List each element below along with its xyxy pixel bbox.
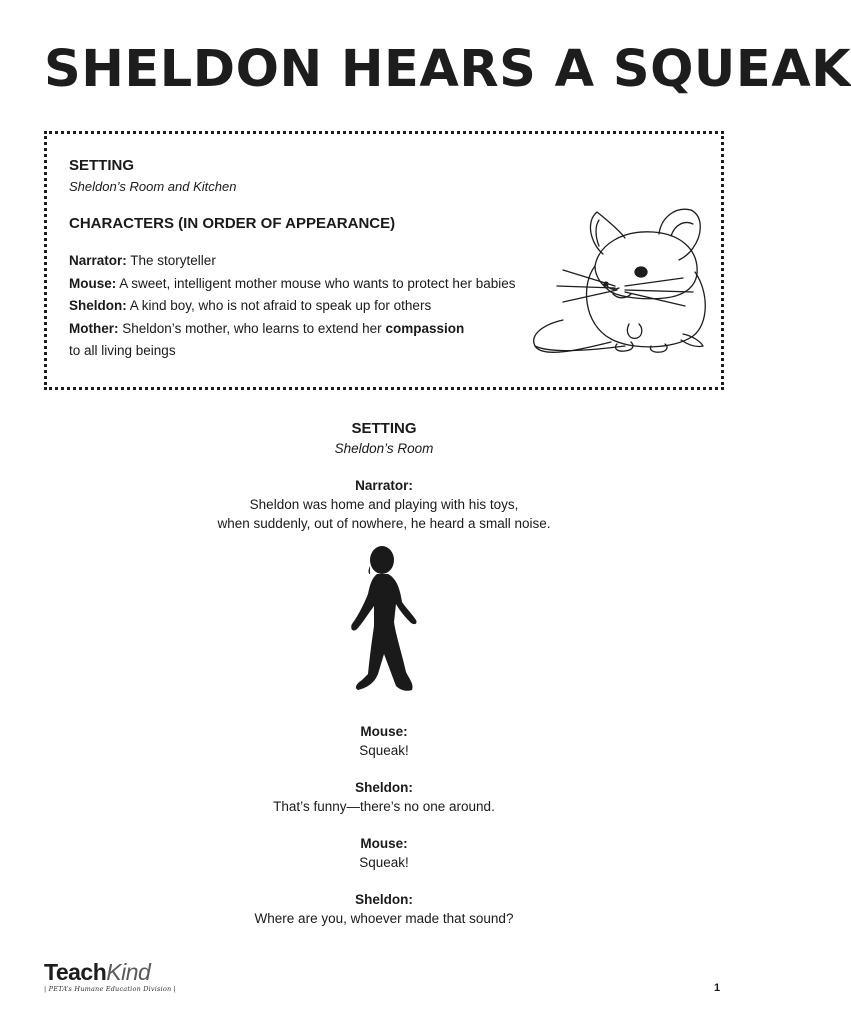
page-number: 1 bbox=[714, 982, 721, 994]
character-description: A sweet, intelligent mother mouse who wants to protect her babies bbox=[119, 275, 516, 291]
boy-silhouette bbox=[344, 544, 424, 696]
speaker-label: Sheldon: bbox=[355, 780, 413, 795]
character-item-continued: to all living beings bbox=[69, 343, 176, 358]
character-description: Sheldon’s mother, who learns to extend her bbox=[122, 320, 382, 336]
dialogue-block bbox=[0, 722, 768, 760]
logo-wordmark bbox=[44, 958, 176, 986]
logo-kind: Kind bbox=[106, 959, 151, 985]
speaker-label: Mouse: bbox=[360, 836, 408, 851]
dialogue-block bbox=[0, 834, 768, 872]
character-item bbox=[69, 295, 569, 318]
page-title: SHELDON HEARS A SQUEAK bbox=[44, 40, 851, 99]
character-item bbox=[69, 250, 569, 273]
character-name: Mouse: bbox=[69, 275, 117, 291]
logo-tagline: | PETA’s Humane Education Division | bbox=[44, 985, 177, 993]
narration-line: Sheldon was home and playing with his toys, bbox=[249, 497, 519, 512]
intro-box bbox=[44, 131, 724, 390]
mouse-illustration bbox=[533, 174, 713, 359]
scene-setting-text: Sheldon’s Room bbox=[334, 441, 434, 456]
scene-section bbox=[0, 418, 768, 533]
speaker-label: Mouse: bbox=[360, 724, 408, 739]
character-name: Mother: bbox=[69, 320, 119, 336]
setting-heading: SETTING bbox=[69, 157, 135, 174]
scene-setting-heading: SETTING bbox=[351, 420, 417, 437]
character-item bbox=[69, 318, 569, 341]
dialogue-block bbox=[0, 890, 768, 928]
intro-text bbox=[69, 156, 569, 363]
narrator-block bbox=[0, 476, 768, 533]
compassion-word: compassion bbox=[385, 320, 465, 336]
characters-heading: CHARACTERS (IN ORDER OF APPEARANCE) bbox=[69, 215, 396, 232]
dialogue-section bbox=[0, 722, 768, 928]
dialogue-line: Where are you, whoever made that sound? bbox=[254, 911, 514, 926]
character-name: Sheldon: bbox=[69, 298, 127, 313]
dialogue-block bbox=[0, 778, 768, 816]
narration-line: when suddenly, out of nowhere, he heard a small noise. bbox=[217, 516, 551, 531]
character-name: Narrator: bbox=[69, 253, 127, 268]
setting-text: Sheldon’s Room and Kitchen bbox=[69, 179, 237, 194]
speaker-label: Narrator: bbox=[355, 478, 413, 493]
character-description: A kind boy, who is not afraid to speak up for others bbox=[129, 298, 432, 313]
character-description: The storyteller bbox=[130, 253, 216, 268]
characters-list bbox=[69, 250, 569, 363]
dialogue-line: Squeak! bbox=[359, 855, 409, 870]
character-item bbox=[69, 273, 569, 296]
dialogue-line: That’s funny—there’s no one around. bbox=[273, 799, 495, 814]
speaker-label: Sheldon: bbox=[355, 892, 413, 907]
logo-teach: Teach bbox=[44, 959, 107, 985]
teachkind-logo bbox=[44, 958, 176, 993]
dialogue-line: Squeak! bbox=[359, 743, 409, 758]
